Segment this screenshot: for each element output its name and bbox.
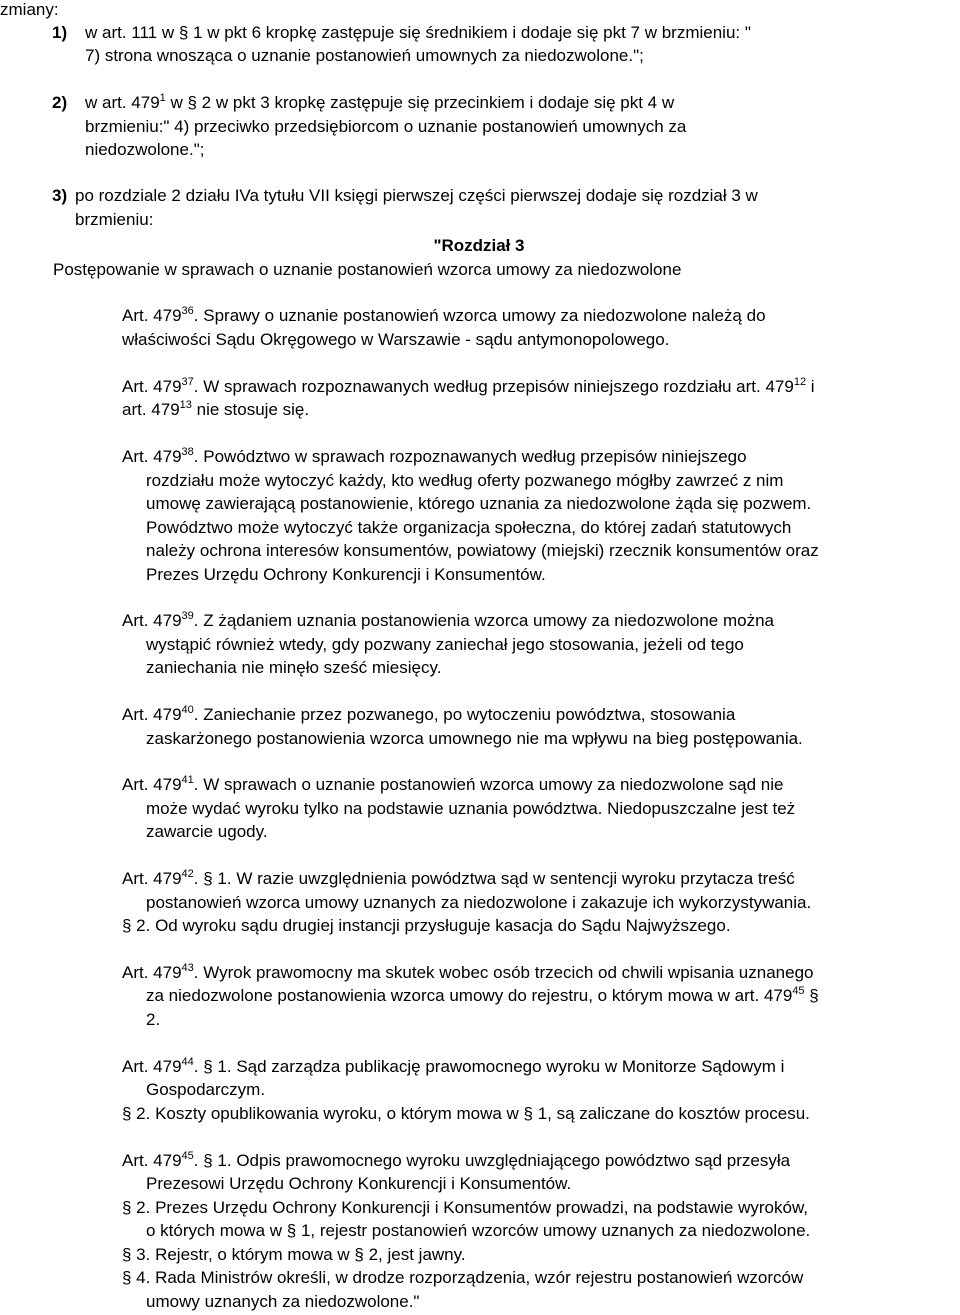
item-text: w art. 111 w § 1 w pkt 6 kropkę zastępuje się średnikiem i dodaje się pkt 7 w brzmieniu: " <box>85 23 751 42</box>
article-text: Powództwo może wytoczyć także organizacja społeczna, do której zadań statutowych <box>146 518 792 537</box>
article-text: § 3. Rejestr, o którym mowa w § 2, jest jawny. <box>122 1245 466 1264</box>
article-text: § 4. Rada Ministrów określi, w drodze rozporządzenia, wzór rejestru postanowień wzorców <box>122 1268 804 1287</box>
item-number: 3) <box>52 186 68 205</box>
article-text: Prezesowi Urzędu Ochrony Konkurencji i Konsumentów. <box>146 1174 572 1193</box>
article-text: postanowień wzorca umowy uznanych za niedozwolone i zakazuje ich wykorzystywania. <box>146 893 812 912</box>
article-41: Art. $479^{41}$. W sprawach o uznanie postanowień wzorca umowy za niedozwolone sąd nie <box>122 774 784 794</box>
article-text: o których mowa w § 1, rejestr postanowień wzorców umowy uznanych za niedozwolone. <box>146 1221 811 1240</box>
chapter-subtitle: Postępowanie w sprawach o uznanie postanowień wzorca umowy za niedozwolone <box>53 260 682 279</box>
item-text: brzmieniu:" 4) przeciwko przedsiębiorcom o uznanie postanowień umownych za <box>85 117 687 136</box>
item-number: 1) <box>52 23 68 42</box>
article-text: może wydać wyroku tylko na podstawie uznania powództwa. Niedopuszczalne jest też <box>146 799 796 818</box>
article-text: Gospodarczym. <box>146 1080 266 1099</box>
article-45: Art. $479^{45}$. § 1. Odpis prawomocnego wyroku uwzględniającego powództwo sąd przesyła <box>122 1150 791 1170</box>
article-43: Art. $479^{43}$. Wyrok prawomocny ma skutek wobec osób trzecich od chwili wpisania uznanego <box>122 962 814 982</box>
article-text: za niedozwolone postanowienia wzorca umowy do rejestru, o którym mowa w art. $479^{45}$ § <box>146 985 819 1005</box>
article-text: 2. <box>146 1010 161 1029</box>
article-text: art. $479^{13}$ nie stosuje się. <box>122 399 310 419</box>
article-38: Art. $479^{38}$. Powództwo w sprawach rozpoznawanych według przepisów niniejszego <box>122 446 747 466</box>
intro-text: zmiany: <box>0 0 59 19</box>
item-text: niedozwolone."; <box>85 140 205 159</box>
article-text: zaniechania nie minęło sześć miesięcy. <box>146 658 442 677</box>
article-text: zawarcie ugody. <box>146 822 268 841</box>
article-text: zaskarżonego postanowienia wzorca umownego nie ma wpływu na bieg postępowania. <box>146 729 803 748</box>
item-text: w art. $479^1$ w § 2 w pkt 3 kropkę zastępuje się przecinkiem i dodaje się pkt 4 w <box>85 92 675 112</box>
article-text: właściwości Sądu Okręgowego w Warszawie - sądu antymonopolowego. <box>122 330 670 349</box>
article-text: § 2. Koszty opublikowania wyroku, o którym mowa w § 1, są zaliczane do kosztów procesu. <box>122 1104 810 1123</box>
article-text: § 2. Od wyroku sądu drugiej instancji przysługuje kasacja do Sądu Najwyższego. <box>122 916 731 935</box>
article-text: wystąpić również wtedy, gdy pozwany zaniechał jego stosowania, jeżeli od tego <box>146 635 744 654</box>
item-text: 7) strona wnosząca o uznanie postanowień umownych za niedozwolone."; <box>85 46 644 65</box>
article-42: Art. $479^{42}$. § 1. W razie uwzględnienia powództwa sąd w sentencji wyroku przytacza treść <box>122 868 795 888</box>
article-text: Prezes Urzędu Ochrony Konkurencji i Konsumentów. <box>146 565 546 584</box>
article-40: Art. $479^{40}$. Zaniechanie przez pozwanego, po wytoczeniu powództwa, stosowania <box>122 704 736 724</box>
article-text: rozdziału może wytoczyć każdy, kto według oferty pozwanego mógłby zawrzeć z nim <box>146 471 784 490</box>
article-text: umowy uznanych za niedozwolone." <box>146 1292 420 1311</box>
item-number: 2) <box>52 93 68 112</box>
article-text: § 2. Prezes Urzędu Ochrony Konkurencji i Konsumentów prowadzi, na podstawie wyroków, <box>122 1198 809 1217</box>
article-44: Art. $479^{44}$. § 1. Sąd zarządza publikację prawomocnego wyroku w Monitorze Sądowym i <box>122 1056 785 1076</box>
article-39: Art. $479^{39}$. Z żądaniem uznania postanowienia wzorca umowy za niedozwolone można <box>122 610 775 630</box>
article-text: należy ochrona interesów konsumentów, powiatowy (miejski) rzecznik konsumentów oraz <box>146 541 819 560</box>
article-36: Art. $479^{36}$. Sprawy o uznanie postanowień wzorca umowy za niedozwolone należą do <box>122 305 766 325</box>
item-text: po rozdziale 2 działu IVa tytułu VII księgi pierwszej części pierwszej dodaje się rozdział 3 w <box>75 186 758 205</box>
article-37: Art. $479^{37}$. W sprawach rozpoznawanych według przepisów niniejszego rozdziału art. $479^{12}$ i <box>122 376 815 396</box>
article-text: umowę zawierającą postanowienie, którego uznania za niedozwolone żąda się pozwem. <box>146 494 812 513</box>
chapter-title: "Rozdział 3 <box>433 236 525 255</box>
item-text: brzmieniu: <box>75 210 154 229</box>
